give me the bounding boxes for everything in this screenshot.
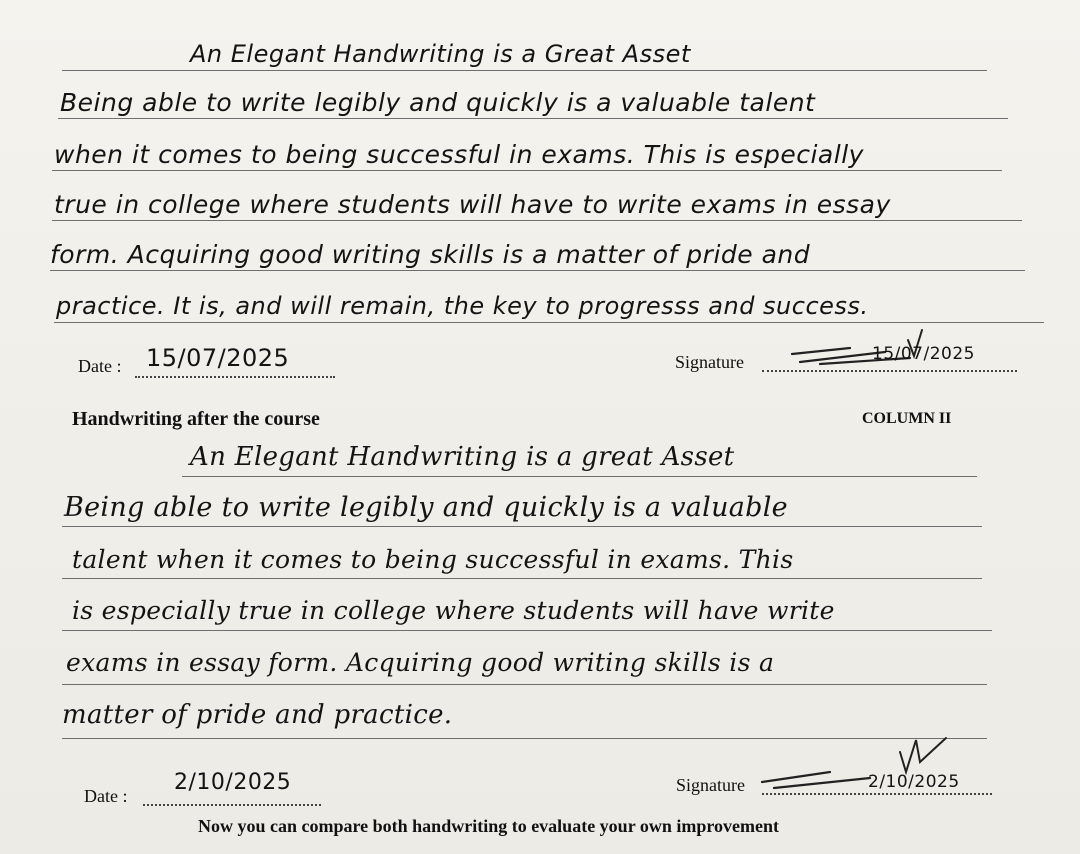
- before-line-1: Being able to write legibly and quickly is a valuable talent: [60, 88, 816, 117]
- before-line-5: practice. It is, and will remain, the key to progresss and success.: [56, 292, 869, 320]
- after-date-label: Date :: [84, 786, 128, 806]
- after-line-2: talent when it comes to being successful in exams. This: [72, 545, 794, 574]
- ruled-line: [52, 220, 1022, 221]
- after-date-value: 2/10/2025: [174, 770, 292, 795]
- before-title: An Elegant Handwriting is a Great Asset: [190, 40, 691, 68]
- before-line-3: true in college where students will have to write exams in essay: [54, 190, 891, 219]
- after-line-5: matter of pride and practice.: [62, 700, 453, 730]
- after-line-1: Being able to write legibly and quickly is a valuable: [64, 492, 788, 523]
- ruled-line: [58, 118, 1008, 119]
- date-dotted-line: [143, 804, 321, 806]
- before-date-value: 15/07/2025: [146, 344, 290, 372]
- ruled-line: [62, 684, 987, 685]
- after-title: An Elegant Handwriting is a great Asset: [190, 442, 735, 472]
- ruled-line: [62, 526, 982, 527]
- ruled-line: [52, 170, 1002, 171]
- section-heading: Handwriting after the course: [72, 408, 320, 430]
- before-signature-date: 15/07/2025: [872, 344, 975, 364]
- ruled-line: [62, 578, 982, 579]
- before-signature-label: Signature: [675, 352, 744, 372]
- ruled-line: [62, 70, 987, 71]
- date-dotted-line: [135, 376, 335, 378]
- before-line-2: when it comes to being successful in exams. This is especially: [54, 140, 864, 169]
- ruled-line: [182, 476, 977, 477]
- ruled-line: [62, 630, 992, 631]
- after-signature-label: Signature: [676, 775, 745, 795]
- after-signature-date: 2/10/2025: [868, 772, 960, 792]
- before-line-4: form. Acquiring good writing skills is a matter of pride and: [50, 240, 811, 269]
- after-line-3: is especially true in college where students will have write: [72, 596, 835, 625]
- column-label: COLUMN II: [862, 410, 952, 427]
- after-line-4: exams in essay form. Acquiring good writing skills is a: [66, 648, 775, 677]
- ruled-line: [50, 270, 1025, 271]
- before-date-label: Date :: [78, 356, 122, 376]
- footer-instruction: Now you can compare both handwriting to evaluate your own improvement: [198, 816, 780, 836]
